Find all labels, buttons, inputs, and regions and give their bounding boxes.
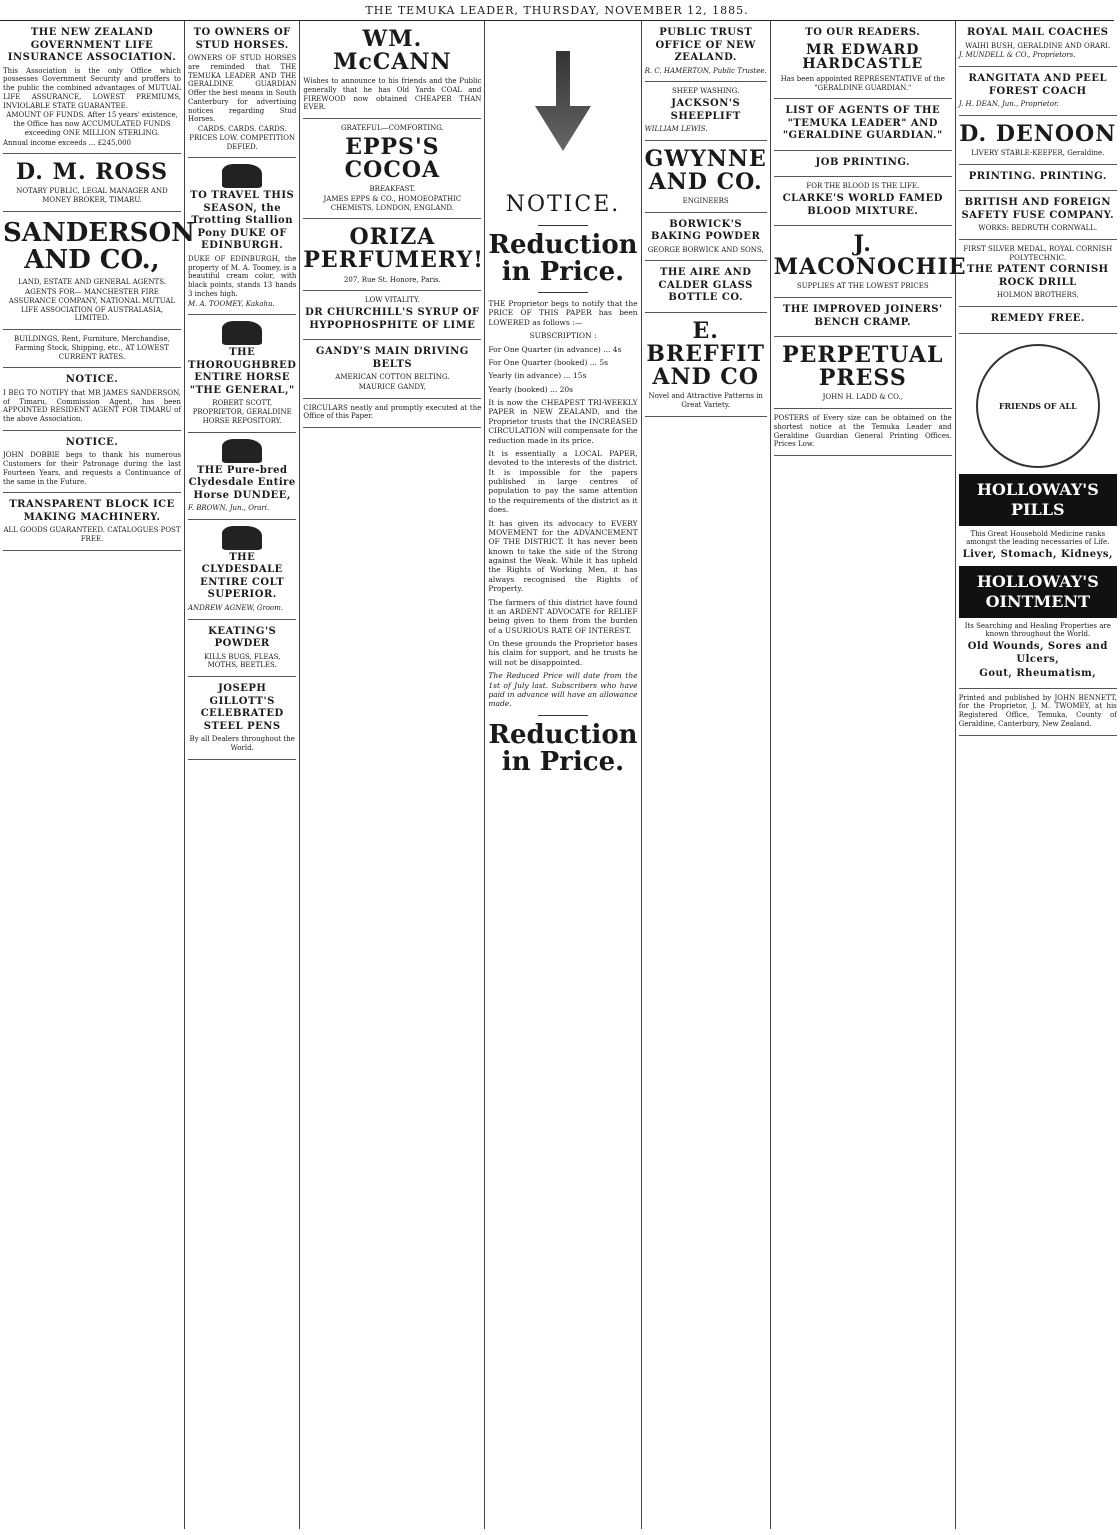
pointing-hand-icon (528, 51, 598, 151)
ad-sub: BREAKFAST. (369, 185, 416, 194)
notice-title: NOTICE. (505, 192, 621, 217)
ad-mccann (303, 21, 481, 119)
ad-agents-list (774, 99, 952, 151)
ad-body: AMERICAN COTTON BELTING. (335, 373, 450, 382)
ad-body: Has been appointed REPRESENTATIVE of the "GERALDINE GUARDIAN." (780, 74, 945, 92)
ad-title: DR CHURCHILL'S SYRUP OF HYPOPHOSPHITE OF LIME (305, 307, 480, 331)
ad-title: PERPETUAL PRESS (782, 342, 944, 392)
ad-head: Its Searching and Healing Properties are known throughout the World. (964, 621, 1111, 639)
ad-head: FIRST SILVER MEDAL, ROYAL CORNISH POLYTECHNIC. (963, 244, 1113, 262)
ad-title: ROYAL MAIL COACHES (967, 27, 1109, 38)
ad-title: TO OUR READERS. (805, 27, 921, 38)
ad-title: JACKSON'S SHEEPLIFT (670, 98, 741, 122)
ad-main: Liver, Stomach, Kidneys, (962, 549, 1113, 561)
divider (538, 715, 588, 716)
ad-title: THE IMPROVED JOINERS' BENCH CRAMP. (782, 304, 943, 328)
ad-sub: 207, Rue St. Honore, Paris. (343, 275, 441, 284)
ad-signature: ROBERT SCOTT, PROPRIETOR, GERALDINE HORSE REPOSITORY. (192, 399, 292, 425)
ad-title: PUBLIC TRUST OFFICE OF NEW ZEALAND. (655, 27, 756, 63)
column-7 (956, 21, 1120, 1529)
ad-remedy-free (959, 307, 1117, 334)
divider (538, 225, 588, 226)
ad-dundee (188, 433, 296, 520)
ad-title: THE NEW ZEALAND GOVERNMENT LIFE INSURANCE ASSOCIATION. (7, 27, 177, 63)
ad-body: I BEG TO NOTIFY that MR JAMES SANDERSON, of Timaru, Commission Agent, has been APPOINTED RESIDENT AGENT FOR TIMARU of the above Association. (3, 388, 181, 424)
ad-main: Gout, Rheumatism, (979, 668, 1097, 680)
ad-head: SHEEP WASHING. (672, 87, 740, 96)
ad-gwynne (645, 141, 767, 213)
ad-title: EPPS'S COCOA (344, 133, 441, 184)
ad-borwick (645, 213, 767, 262)
reduction-heading: Reduction in Price. (488, 719, 638, 778)
ad-sanderson (3, 212, 195, 330)
ad-name: MR EDWARD HARDCASTLE (802, 41, 924, 73)
imprint (959, 689, 1117, 736)
ad-title: ORIZA PERFUMERY! (303, 224, 484, 274)
ad-rangitata-coach (959, 67, 1117, 116)
ad-title: BORWICK'S BAKING POWDER (651, 218, 761, 243)
horse-icon (222, 164, 262, 188)
ad-notice-1 (3, 368, 181, 431)
ad-body: JOHN DOBBIE begs to thank his numerous Customers for their Patronage during the last Fourteen Years, and requests a Continuance of the same in the Future. (3, 451, 181, 486)
notice-paragraph: It has given its advocacy to EVERY MOVEMENT for the ADVANCEMENT OF THE DISTRICT. It has never been known to take the side of the Strong against the Weak. While it has upheld the Rights of Working Men, it has always recognised the Rights of Property. (488, 518, 638, 594)
ad-body: SUPPLIES AT THE LOWEST PRICES (796, 282, 929, 291)
ad-body: Annual income exceeds ... £245,000 (3, 138, 131, 147)
ad-safety-fuse (959, 191, 1117, 240)
column-5 (642, 21, 771, 1529)
ad-title: BRITISH AND FOREIGN SAFETY FUSE COMPANY. (961, 197, 1115, 221)
ad-body: Wishes to announce to his friends and the Public generally that he has Old Yards COAL and FIREWOOD now obtained CHEAPER THAN EVER. (303, 77, 482, 112)
ad-head: LOW VITALITY. (364, 296, 420, 305)
ad-title: GWYNNE AND CO. (644, 145, 767, 195)
notice-paragraph: It is now the CHEAPEST TRI-WEEKLY PAPER in NEW ZEALAND, and the Proprietor trusts that the INCREASED CIRCULATION will compensate for the reduction made in its price. (488, 398, 638, 445)
ad-title: PRINTING. PRINTING. (968, 170, 1107, 182)
ad-aire-calder (645, 261, 767, 313)
ad-superior (188, 520, 296, 620)
holloway-ointment-banner: HOLLOWAY'S OINTMENT (959, 566, 1117, 618)
subscription-line: For One Quarter (in advance) ... 4s (488, 344, 622, 354)
horse-icon (222, 526, 262, 550)
ad-title: JOB PRINTING. (815, 156, 910, 168)
ad-rock-drill (959, 240, 1117, 307)
ad-title: TRANSPARENT BLOCK ICE MAKING MACHINERY. (9, 499, 175, 523)
notice-paragraph: On these grounds the Proprietor bases his claim for support, and he trusts he will not be disappointed. (488, 639, 638, 667)
column-1 (0, 21, 195, 1529)
divider (538, 292, 588, 293)
ad-sub: WAIHI BUSH, GERALDINE AND ORARI. (965, 41, 1111, 50)
ad-signature: WILLIAM LEWIS. (644, 125, 708, 133)
ad-title: RANGITATA AND PEEL FOREST COACH (968, 73, 1108, 97)
ad-clarkes (774, 177, 952, 226)
subscription-heading: SUBSCRIPTION : (529, 331, 597, 341)
ad-main: Old Wounds, Sores and Ulcers, (967, 641, 1108, 665)
ad-signature: GEORGE BORWICK AND SONS, (647, 245, 764, 254)
ad-signature: ANDREW AGNEW, Groom. (188, 603, 284, 612)
notice-paragraph: The farmers of this district have found it an ARDENT ADVOCATE for RELIEF being given to them from the burden of a USURIOUS RATE OF INTEREST. (488, 597, 638, 635)
ad-signature: JAMES EPPS & CO., HOMOEOPATHIC CHEMISTS, LONDON, ENGLAND. (323, 194, 462, 212)
ad-holloway (959, 334, 1117, 689)
ad-title: THE AIRE AND CALDER GLASS BOTTLE CO. (658, 267, 753, 304)
ad-head: GRATEFUL—COMFORTING. (340, 124, 444, 133)
ad-signature: R. C. HAMERTON, Public Trustee. (644, 66, 767, 75)
ad-body: LAND, ESTATE AND GENERAL AGENTS. (18, 278, 166, 287)
ad-epps-cocoa (303, 119, 481, 219)
ad-duke-edinburgh (188, 158, 296, 315)
ad-body: KILLS BUGS, FLEAS, MOTHS, BEETLES. (204, 652, 281, 670)
ad-head: This Great Household Medicine ranks amongst the leading necessaries of Life. (966, 529, 1110, 547)
ad-perpetual-press (774, 337, 952, 409)
seal-icon: FRIENDS OF ALL (976, 344, 1100, 468)
ad-royal-mail (959, 21, 1117, 67)
masthead: THE TEMUKA LEADER, THURSDAY, NOVEMBER 12, 1885. (0, 0, 1114, 21)
ad-signature: F. BROWN, Jun., Orari. (188, 504, 270, 512)
ad-title: TO OWNERS OF STUD HORSES. (193, 27, 291, 51)
holloway-pills-banner: HOLLOWAY'S PILLS (959, 474, 1117, 526)
notice-paragraph: The Reduced Price will date from the 1st of July last. Subscribers who have paid in advance will have an allowance made. (488, 671, 638, 709)
subscription-line: Yearly (booked) ... 20s (488, 384, 573, 394)
ad-signature: HOLMON BROTHERS, (996, 291, 1079, 300)
ad-title: WM. McCANN (333, 26, 452, 76)
ad-signature: JOHN H. LADD & CO., (822, 393, 903, 402)
ad-stud-horses (188, 21, 296, 158)
ad-oriza (303, 219, 484, 291)
ad-notice-2 (3, 431, 181, 494)
notice-paragraph: THE Proprietor begs to notify that the PRICE OF THIS PAPER has been LOWERED as follows :— (488, 299, 638, 327)
ad-bench-cramp (774, 298, 952, 337)
ad-buildings (3, 330, 181, 368)
ad-breffit (645, 313, 767, 417)
ad-body: NOTARY PUBLIC, LEGAL MANAGER AND MONEY BROKER, TIMARU. (16, 187, 168, 205)
ad-body: AMOUNT OF FUNDS. After 15 years' existence, the Office has now ACCUMULATED FUNDS exceeding ONE MILLION STERLING. (6, 111, 178, 137)
ad-the-general (188, 315, 296, 432)
imprint-text: Printed and published by JOHN BENNETT, for the Proprietor, J. M. TWOMEY, at his Registered Office, Temuka, County of Geraldine, Canterbury, New Zealand. (958, 693, 1117, 728)
ad-body: BUILDINGS, Rent, Furniture, Merchandise, Farming Stock, Shipping, etc., AT LOWEST CURRENT RATES. (14, 335, 170, 361)
ad-title: KEATING'S POWDER (208, 625, 277, 649)
ad-title: NOTICE. (65, 436, 119, 448)
column-3 (300, 21, 485, 1529)
ad-title: D. DENOON (959, 120, 1117, 147)
horse-icon (222, 321, 262, 345)
ad-circulars (303, 399, 481, 429)
ad-body: DUKE OF EDINBURGH, the property of M. A. Toomey, is a beautiful cream color, with black points, stands 13 hands 3 inches high. (188, 254, 297, 298)
ad-public-trust (645, 21, 767, 82)
column-2 (185, 21, 300, 1529)
subscription-line: Yearly (in advance) ... 15s (488, 371, 587, 381)
ad-readers (774, 21, 952, 99)
ad-job-printing (774, 151, 952, 178)
ad-title: THE THOROUGHBRED ENTIRE HORSE "THE GENERAL," (188, 347, 297, 396)
ad-sub: WORKS: BEDRUTH CORNWALL. (978, 224, 1098, 233)
subscription-line: For One Quarter (booked) ... 5s (488, 357, 608, 367)
ad-posters (774, 409, 952, 456)
ad-body: CIRCULARS neatly and promptly executed at the Office of this Paper. (303, 403, 482, 421)
ad-life-insurance (3, 21, 181, 154)
ad-churchill (303, 291, 481, 340)
ad-title: THE CLYDESDALE ENTIRE COLT SUPERIOR. (200, 551, 285, 601)
ad-body: AGENTS FOR— MANCHESTER FIRE ASSURANCE COMPANY, NATIONAL MUTUAL LIFE ASSOCIATION OF AUSTRALASIA, LIMITED. (8, 288, 176, 323)
notice-paragraph: It is essentially a LOCAL PAPER, devoted to the interests of the district. It is impossible for the papers published in large centres of population to pay the same attention to the requirements of the district as it does. (488, 448, 638, 515)
ad-body: POSTERS of Every size can be obtained on the shortest notice at the Temuka Leader and Geraldine Guardian General Printing Offices. Prices Low. (773, 414, 952, 449)
ad-printing (959, 165, 1117, 192)
ad-gillott (188, 677, 296, 760)
ad-ross (3, 154, 181, 212)
column-4 (485, 21, 641, 1529)
ad-title: D. M. ROSS (15, 159, 169, 186)
ad-title: TO TRAVEL THIS SEASON, the Trotting Stallion Pony DUKE OF EDINBURGH. (190, 190, 295, 252)
ad-sub: ENGINEERS (682, 196, 729, 205)
ad-title: REMEDY FREE. (990, 313, 1085, 325)
ad-signature: J. H. DEAN, Jun., Proprietor. (958, 100, 1059, 108)
ad-title: THE PATENT CORNISH ROCK DRILL (966, 264, 1109, 288)
ad-body: ALL GOODS GUARANTEED. CATALOGUES POST FREE. (3, 526, 181, 544)
ad-head: FOR THE BLOOD IS THE LIFE. (806, 182, 920, 191)
ad-title: SANDERSON AND CO., (3, 217, 195, 276)
ad-title: JOSEPH GILLOTT'S CELEBRATED STEEL PENS (200, 683, 284, 732)
ad-sheeplift (645, 82, 767, 141)
ad-keatings (188, 620, 296, 678)
ad-title: E. BREFFIT AND CO (646, 317, 765, 391)
ad-denoon (959, 116, 1117, 165)
ad-title: NOTICE. (65, 374, 119, 386)
ad-title: GANDY'S MAIN DRIVING BELTS (315, 346, 469, 370)
ad-body: CARDS. CARDS. CARDS. PRICES LOW. COMPETITION DEFIED. (189, 125, 296, 151)
ad-title: LIST OF AGENTS OF THE "TEMUKA LEADER" AND "GERALDINE GUARDIAN." (782, 105, 943, 142)
ad-body: OWNERS OF STUD HORSES are reminded that THE TEMUKA LEADER AND THE GERALDINE GUARDIAN Offer the best means in South Canterbury for advertising notices regarding Stud Horses. (188, 54, 297, 124)
ad-sub: Novel and Attractive Patterns in Great Variety. (648, 392, 763, 409)
ad-signature: M. A. TOOMEY, Kakahu. (188, 299, 275, 308)
ad-sub: LIVERY STABLE-KEEPER, Geraldine. (971, 148, 1105, 157)
horse-icon (222, 439, 262, 463)
column-6 (771, 21, 967, 1529)
ad-maconochie (773, 226, 967, 298)
ad-ice-machinery (3, 493, 181, 551)
ad-title: CLARKE'S WORLD FAMED BLOOD MIXTURE. (782, 193, 943, 217)
reduction-heading: Reduction in Price. (488, 229, 638, 287)
ad-gandy (303, 340, 481, 399)
ad-signature: J. MUNDELL & CO., Proprietors. (958, 51, 1076, 60)
ad-body: By all Dealers throughout the World. (189, 735, 295, 752)
ad-title: J. MACONOCHIE (773, 231, 967, 281)
ad-body: This Association is the only Office which possesses Government Security and proffers to the public the combined advantages of MUTUAL LIFE ASSURANCE, LOWEST PREMIUMS, INVIOLABLE STATE GUARANTEE. (3, 66, 181, 110)
ad-title: THE Pure-bred Clydesdale Entire Horse DUNDEE, (188, 464, 296, 501)
ad-signature: MAURICE GANDY, (358, 382, 426, 391)
